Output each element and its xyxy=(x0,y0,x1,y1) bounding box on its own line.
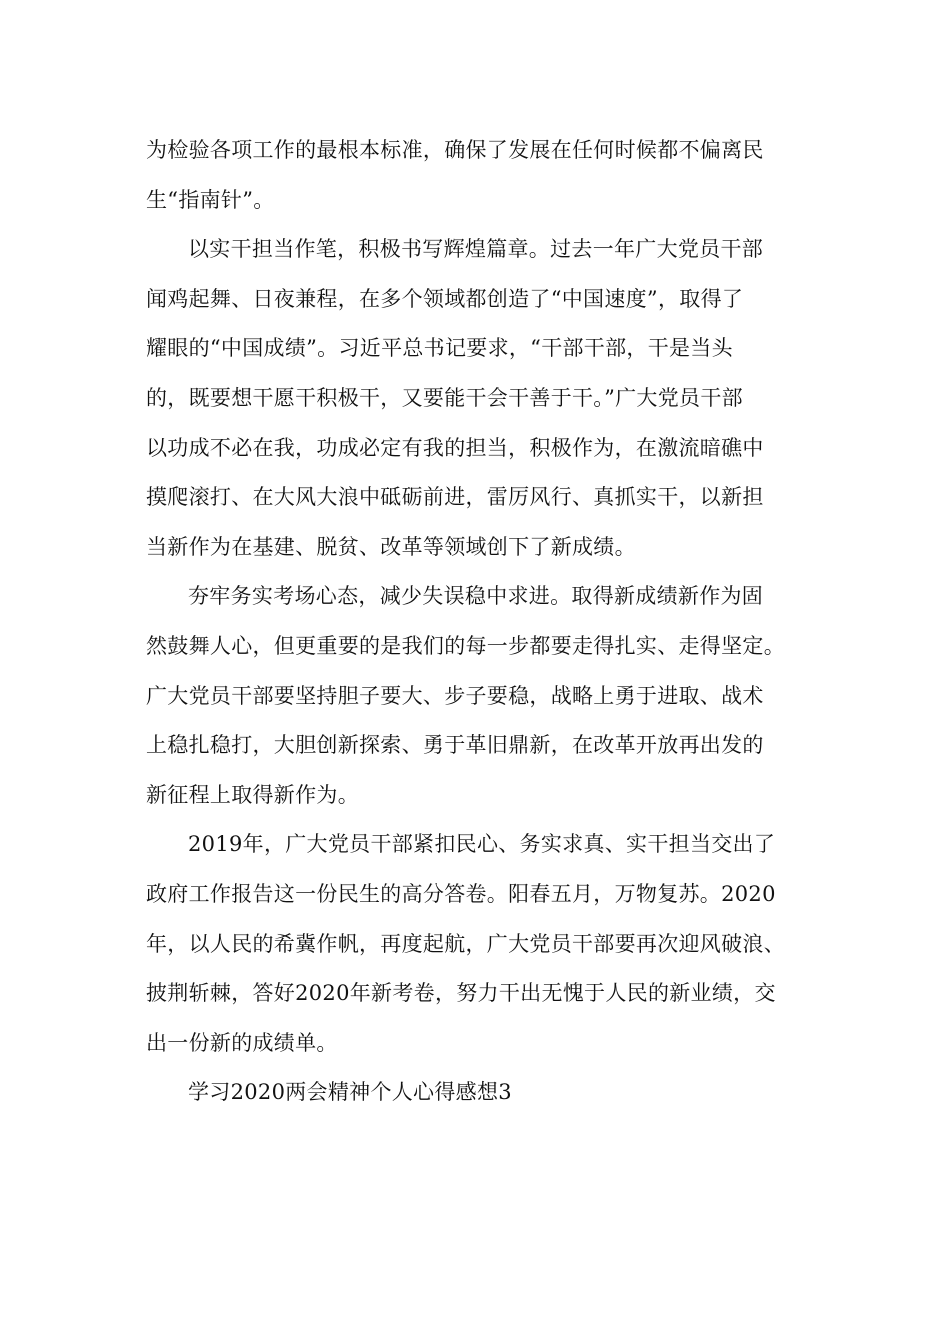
text-line: 上稳扎稳打，大胆创新探索、勇于革旧鼎新，在改革开放再出发的 xyxy=(146,733,764,758)
text-line: 的，既要想干愿干积极干，又要能干会干善于干。”广大党员干部 xyxy=(146,385,743,410)
paragraph-start-line: 2019年，广大党员干部紧扣民心、务实求真、实干担当交出了 xyxy=(188,832,776,857)
text-line: 生“指南针”。 xyxy=(146,187,275,212)
section-heading: 学习2020两会精神个人心得感想3 xyxy=(188,1080,512,1105)
text-line: 摸爬滚打、在大风大浪中砥砺前进，雷厉风行、真抓实干，以新担 xyxy=(146,485,764,510)
paragraph-start-line: 夯牢务实考场心态，减少失误稳中求进。取得新成绩新作为固 xyxy=(188,584,764,609)
text-line: 披荆斩棘，答好2020年新考卷，努力干出无愧于人民的新业绩，交 xyxy=(146,981,776,1006)
text-line: 闻鸡起舞、日夜兼程，在多个领域都创造了“中国速度”，取得了 xyxy=(146,286,744,311)
text-line: 政府工作报告这一份民生的高分答卷。阳春五月，万物复苏。2020 xyxy=(146,881,776,906)
paragraph-start-line: 以实干担当作笔，积极书写辉煌篇章。过去一年广大党员干部 xyxy=(188,237,764,262)
document-body xyxy=(146,126,810,1118)
text-line: 以功成不必在我，功成必定有我的担当，积极作为，在激流暗礁中 xyxy=(146,435,764,460)
text-line: 新征程上取得新作为。 xyxy=(146,782,359,807)
text-line: 为检验各项工作的最根本标准，确保了发展在任何时候都不偏离民 xyxy=(146,138,764,162)
text-line: 当新作为在基建、脱贫、改革等领域创下了新成绩。 xyxy=(146,534,636,559)
text-line: 出一份新的成绩单。 xyxy=(146,1030,338,1055)
text-line: 广大党员干部要坚持胆子要大、步子要稳，战略上勇于进取、战术 xyxy=(146,683,764,708)
text-line: 耀眼的“中国成绩”。习近平总书记要求，“干部干部，干是当头 xyxy=(146,336,733,361)
text-line: 年，以人民的希冀作帆，再度起航，广大党员干部要再次迎风破浪、 xyxy=(146,931,785,956)
text-line: 然鼓舞人心，但更重要的是我们的每一步都要走得扎实、走得坚定。 xyxy=(146,633,785,658)
